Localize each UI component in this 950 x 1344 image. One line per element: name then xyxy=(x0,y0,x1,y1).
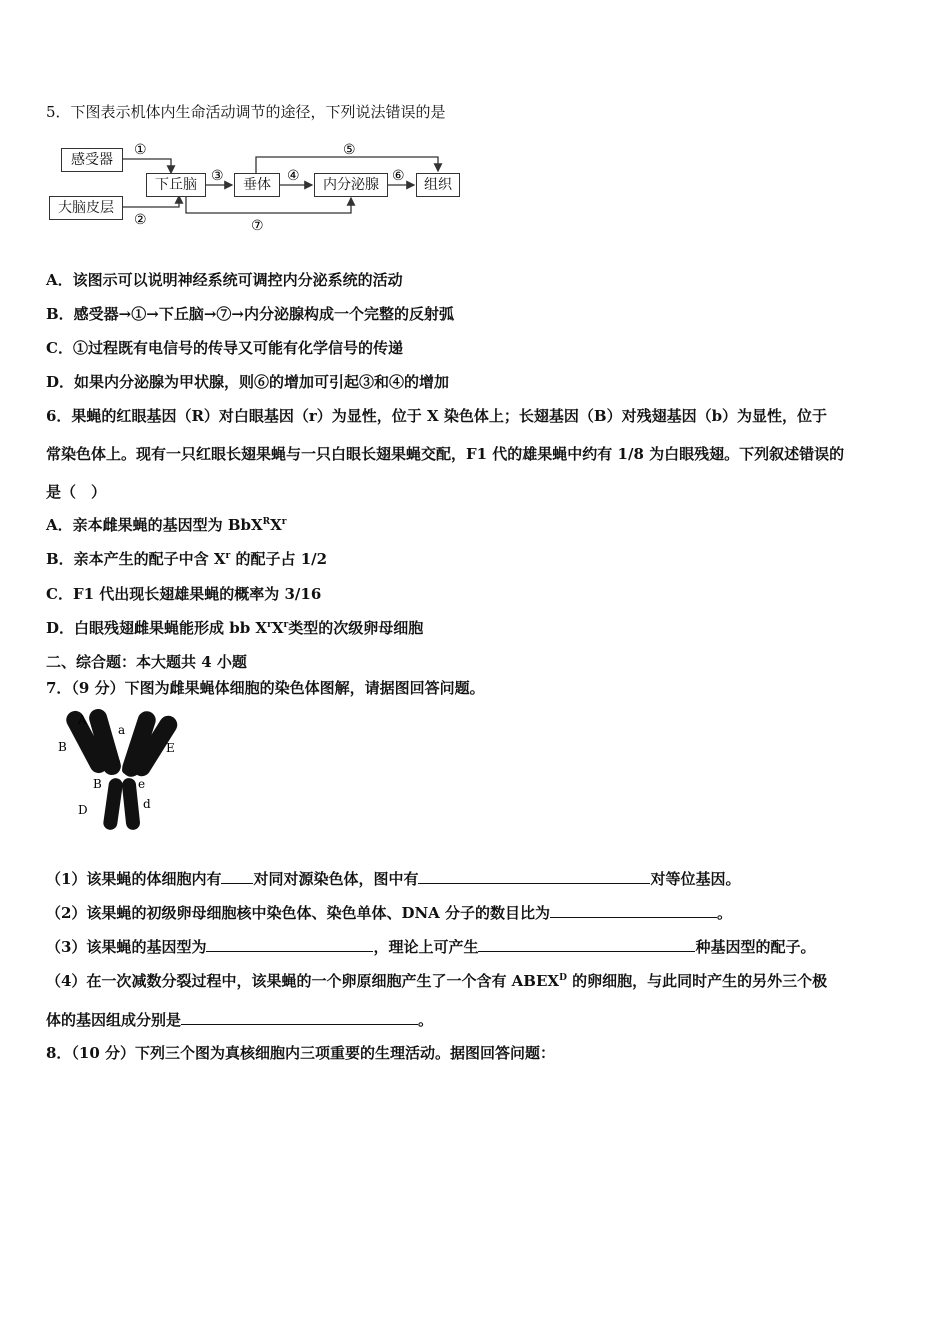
blank-genotype[interactable] xyxy=(206,937,373,952)
dot-chromosome-2 xyxy=(122,766,130,774)
tissue-box: 组织 xyxy=(416,173,460,197)
gene-label-E: E xyxy=(166,741,175,755)
q7-part-3: （3）该果蝇的基因型为 ，理论上可产生 种基因型的配子。 xyxy=(46,938,816,956)
gland-box: 内分泌腺 xyxy=(314,173,388,197)
hypothalamus-box: 下丘脑 xyxy=(146,173,206,197)
arrow-1 xyxy=(123,159,171,173)
pituitary-box: 垂体 xyxy=(234,173,280,197)
gene-label-B-lower: B xyxy=(93,777,102,791)
arrow-7 xyxy=(186,197,351,213)
blank-gamete-types[interactable] xyxy=(478,937,695,952)
chromosome-figure xyxy=(48,706,198,836)
label-4: ④ xyxy=(287,168,300,184)
q8-stem: 8．（10 分）下列三个图为真核细胞内三项重要的生理活动。据图回答问题： xyxy=(46,1044,556,1062)
blank-homologous-pairs[interactable] xyxy=(221,869,253,884)
q6-option-c: C．F1 代出现长翅雄果蝇的概率为 3/16 xyxy=(46,585,322,603)
label-5: ⑤ xyxy=(343,142,356,158)
chromosome-x-left xyxy=(102,777,123,830)
q7-part-2: （2）该果蝇的初级卵母细胞核中染色体、染色单体、DNA 分子的数目比为 。 xyxy=(46,904,733,922)
q6-stem-line1: 6．果蝇的红眼基因（R）对白眼基因（r）为显性，位于 X 染色体上；长翅基因（B）对残翅基因（b）为显性，位于 xyxy=(46,407,828,425)
gene-label-e: e xyxy=(138,777,146,791)
blank-ratio[interactable] xyxy=(550,903,717,918)
receptor-box: 感受器 xyxy=(61,148,123,172)
q5-option-d: D．如果内分泌腺为甲状腺，则⑥的增加可引起③和④的增加 xyxy=(46,373,450,391)
q6-stem-line3: 是（ ） xyxy=(46,483,107,501)
gene-label-a: a xyxy=(118,723,126,737)
q5-stem: 5．下图表示机体内生命活动调节的途径，下列说法错误的是 xyxy=(46,103,446,121)
section-2-heading: 二、综合题：本大题共 4 小题 xyxy=(46,653,247,671)
gene-label-d: d xyxy=(143,797,151,811)
q6-option-b: B．亲本产生的配子中含 $X^r$ 的配子占 1/2 xyxy=(46,550,328,568)
dot-chromosome-1 xyxy=(112,758,120,766)
label-3: ③ xyxy=(211,168,224,184)
arrow-5 xyxy=(256,157,438,173)
q5-option-b: B．感受器→①→下丘脑→⑦→内分泌腺构成一个完整的反射弧 xyxy=(46,305,454,323)
q5-option-a: A．该图示可以说明神经系统可调控内分泌系统的活动 xyxy=(46,271,403,289)
q7-part-1: （1）该果蝇的体细胞内有 对同对源染色体，图中有 对等位基因。 xyxy=(46,870,741,888)
q5-diagram xyxy=(46,140,466,235)
label-2: ② xyxy=(134,212,147,228)
q5-option-c: C．①过程既有电信号的传导又可能有化学信号的传递 xyxy=(46,339,403,357)
q6-option-a: A．亲本雌果蝇的基因型为 $BbX^RX^r$ xyxy=(46,516,287,534)
q6-stem-line2: 常染色体上。现有一只红眼长翅果蝇与一只白眼长翅果蝇交配，F1 代的雄果蝇中约有 1/8 为白眼残翅。下列叙述错误的 xyxy=(46,445,845,463)
arrow-2 xyxy=(123,196,179,207)
q7-part-4-line1: （4）在一次减数分裂过程中，该果蝇的一个卵原细胞产生了一个含有 $ABEX^D$ 的卵细胞，与此同时产生的另外三个极 xyxy=(46,972,828,990)
cortex-box: 大脑皮层 xyxy=(49,196,123,220)
label-7: ⑦ xyxy=(251,218,264,234)
gene-label-D: D xyxy=(78,803,88,817)
q6-option-d: D．白眼残翅雌果蝇能形成 bb $X^rX^r$类型的次级卵母细胞 xyxy=(46,619,424,637)
q7-stem: 7．（9 分）下图为雌果蝇体细胞的染色体图解，请据图回答问题。 xyxy=(46,679,485,697)
gene-label-A: A xyxy=(78,713,87,727)
blank-allele-pairs[interactable] xyxy=(418,869,650,884)
blank-polar-bodies[interactable] xyxy=(181,1010,418,1025)
label-1: ① xyxy=(134,142,147,158)
gene-label-B-upper: B xyxy=(58,740,67,754)
q7-part-4-line2: 体的基因组成分别是 。 xyxy=(46,1011,434,1029)
label-6: ⑥ xyxy=(392,168,405,184)
